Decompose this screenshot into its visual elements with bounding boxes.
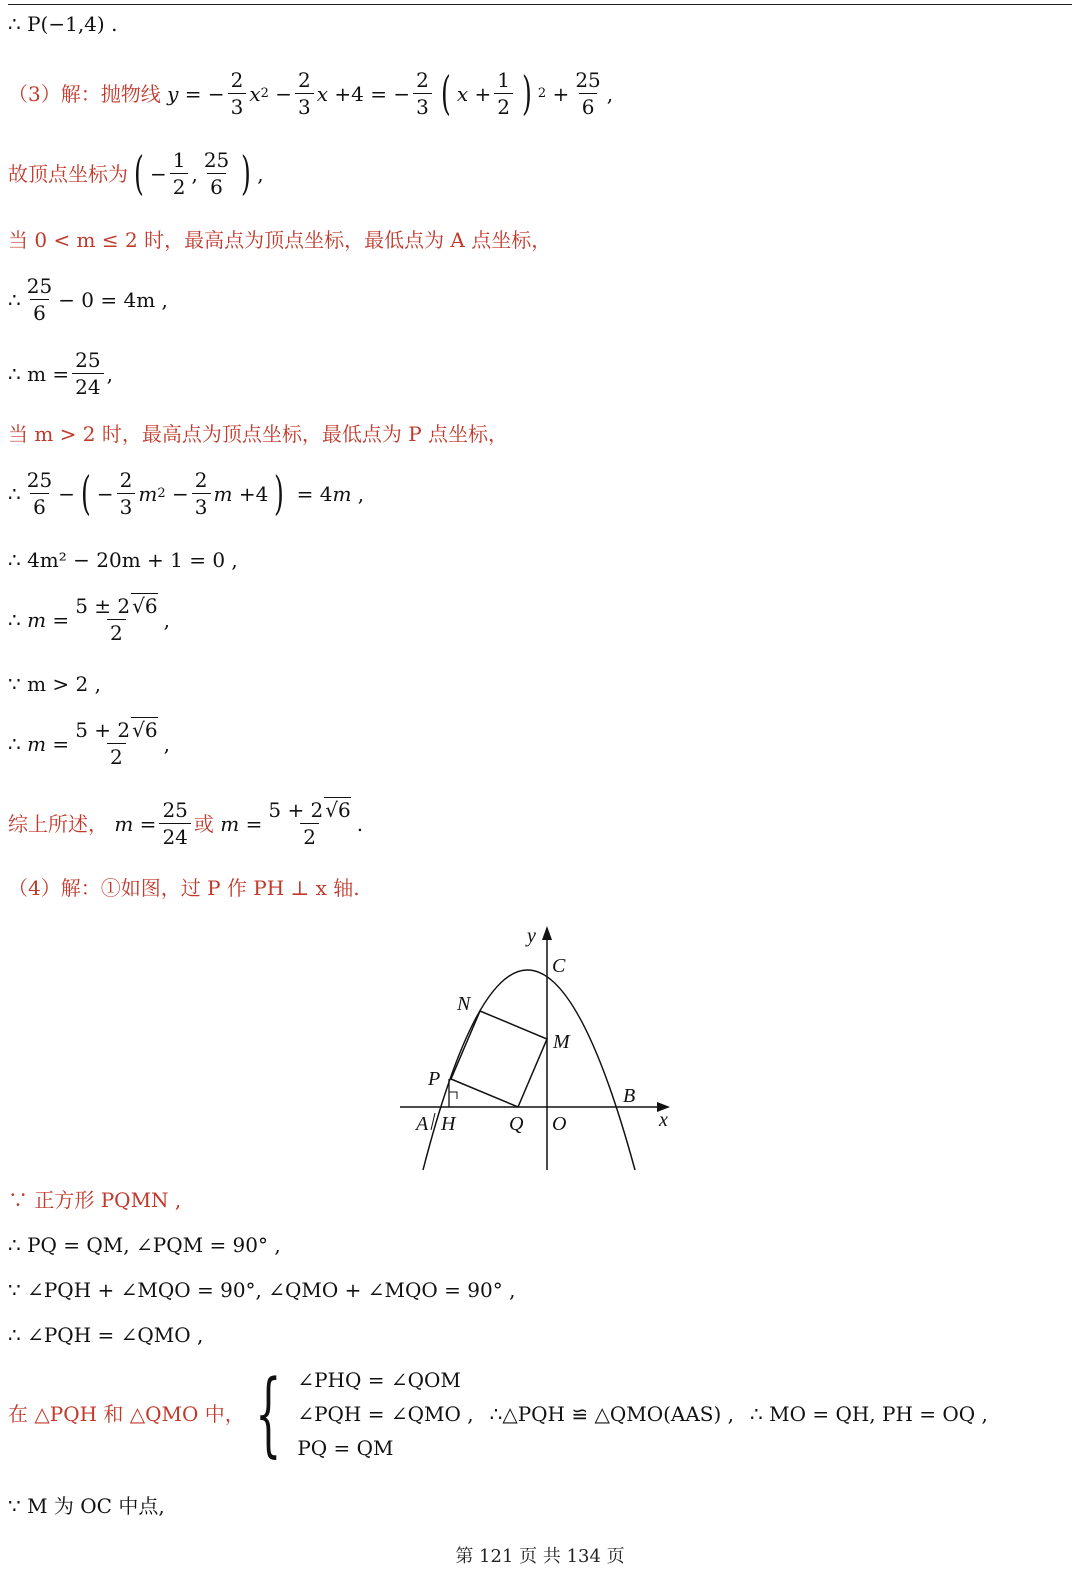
midpoint-text: ∵ M 为 OC 中点, bbox=[8, 1494, 165, 1518]
right-angle-mark bbox=[449, 1092, 457, 1099]
congruence-conclusion: ∴ MO = QH, PH = OQ , bbox=[750, 1402, 988, 1426]
parabola-diagram bbox=[395, 920, 680, 1175]
label-m: M bbox=[553, 1031, 570, 1053]
line-quadratic bbox=[8, 550, 1072, 570]
label-c: C bbox=[552, 955, 566, 977]
label-x: x bbox=[659, 1109, 668, 1131]
m1-prefix: ∴ m = bbox=[8, 361, 70, 386]
summary-prefix: 综上所述， bbox=[8, 811, 108, 836]
label-h: H bbox=[441, 1113, 456, 1135]
label-q: Q bbox=[509, 1113, 524, 1135]
eq1-rest: − 0 = 4m , bbox=[58, 287, 168, 312]
page-footer: 第 121 页 共 134 页 bbox=[455, 1546, 625, 1567]
line-vertex: 故顶点坐标为 ( − $\frac{1}{2}$ , $\frac{25}{6}$ ) , bbox=[8, 145, 264, 200]
angle-equal-text: ∴ ∠PQH = ∠QMO , bbox=[8, 1323, 204, 1347]
y-axis-arrow bbox=[542, 926, 552, 940]
case1-text: 当 0 < m ≤ 2 时，最高点为顶点坐标，最低点为 A 点坐标， bbox=[8, 228, 552, 252]
line-case2 bbox=[8, 424, 1072, 444]
pq-qm-text: ∴ PQ = QM, ∠PQM = 90° , bbox=[8, 1233, 281, 1257]
part4-text: （4）解：①如图，过 P 作 PH ⊥ x 轴. bbox=[8, 876, 360, 900]
label-b: B bbox=[623, 1085, 636, 1107]
condition-3: PQ = QM bbox=[297, 1436, 394, 1460]
condition-2: ∠PQH = ∠QMO , bbox=[297, 1402, 474, 1426]
line-eq2: ∴ $\frac{25}{6}$ − ( − $\frac{2}{3}$ m 2 − $\frac{2}{3}$ m +4 ) = 4 m , bbox=[8, 465, 365, 520]
line-part4 bbox=[8, 878, 1072, 898]
condition-list bbox=[297, 1370, 473, 1458]
line-m-roots: ∴ m = $\frac{5 \pm 2 √6}{2}$ , bbox=[8, 594, 170, 645]
line-parabola: （3）解：抛物线 y = − $\frac{2}{3}$ x 2 − $\frac{2}{3}$ x +4 = − $\frac{2}{3}$ ( x + $\frac{1}{2}$ ) 2 + $\frac{25}{6}$ , bbox=[8, 65, 614, 120]
line-eq1: ∴ $\frac{25}{6}$ − 0 = 4m , bbox=[8, 274, 168, 325]
label-o: O bbox=[552, 1113, 567, 1135]
quadratic-text: ∴ 4m² − 20m + 1 = 0 , bbox=[8, 548, 238, 572]
top-rule bbox=[8, 4, 1072, 5]
condition-1: ∠PHQ = ∠QOM bbox=[297, 1368, 461, 1392]
label-p: P bbox=[428, 1068, 441, 1090]
line-angles bbox=[8, 1280, 1072, 1300]
case2-text: 当 m > 2 时，最高点为顶点坐标，最低点为 P 点坐标， bbox=[8, 422, 509, 446]
square-text: ∵ 正方形 PQMN , bbox=[8, 1188, 182, 1212]
square-pqmn bbox=[451, 1011, 547, 1107]
line-summary: 综上所述， m = $\frac{25}{24}$ 或 m = $\frac{5 + 2 √6}{2}$ . bbox=[8, 798, 364, 849]
line-p-coordinate bbox=[8, 14, 1072, 34]
line-text: ∴ P(−1,4) . bbox=[8, 12, 118, 36]
line-pq-qm bbox=[8, 1235, 1072, 1255]
line-angle-equal bbox=[8, 1325, 1072, 1345]
line-midpoint bbox=[8, 1496, 1072, 1516]
label-n: N bbox=[457, 993, 471, 1015]
m-condition-text: ∵ m > 2 , bbox=[8, 672, 101, 696]
line-m1: ∴ m = $\frac{25}{24}$ , bbox=[8, 348, 113, 399]
label-y: y bbox=[527, 925, 536, 947]
line-congruence bbox=[8, 1360, 1072, 1467]
congruence-prefix: 在 △PQH 和 △QMO 中， bbox=[8, 1402, 245, 1426]
part3-heading: （3）解：抛物线 bbox=[8, 81, 161, 106]
line-m-root: ∴ m = $\frac{5 + 2 √6}{2}$ , bbox=[8, 718, 170, 769]
congruence-result: ∴△PQH ≌ △QMO(AAS) , bbox=[489, 1402, 735, 1426]
left-brace: { bbox=[254, 1360, 282, 1467]
line-m-condition bbox=[8, 674, 1072, 694]
vertex-text: 故顶点坐标为 bbox=[8, 161, 128, 186]
line-square bbox=[8, 1190, 1072, 1210]
angles-text: ∵ ∠PQH + ∠MQO = 90°, ∠QMO + ∠MQO = 90° , bbox=[8, 1278, 516, 1302]
line-case1 bbox=[8, 230, 1072, 250]
label-a: A bbox=[416, 1113, 429, 1135]
